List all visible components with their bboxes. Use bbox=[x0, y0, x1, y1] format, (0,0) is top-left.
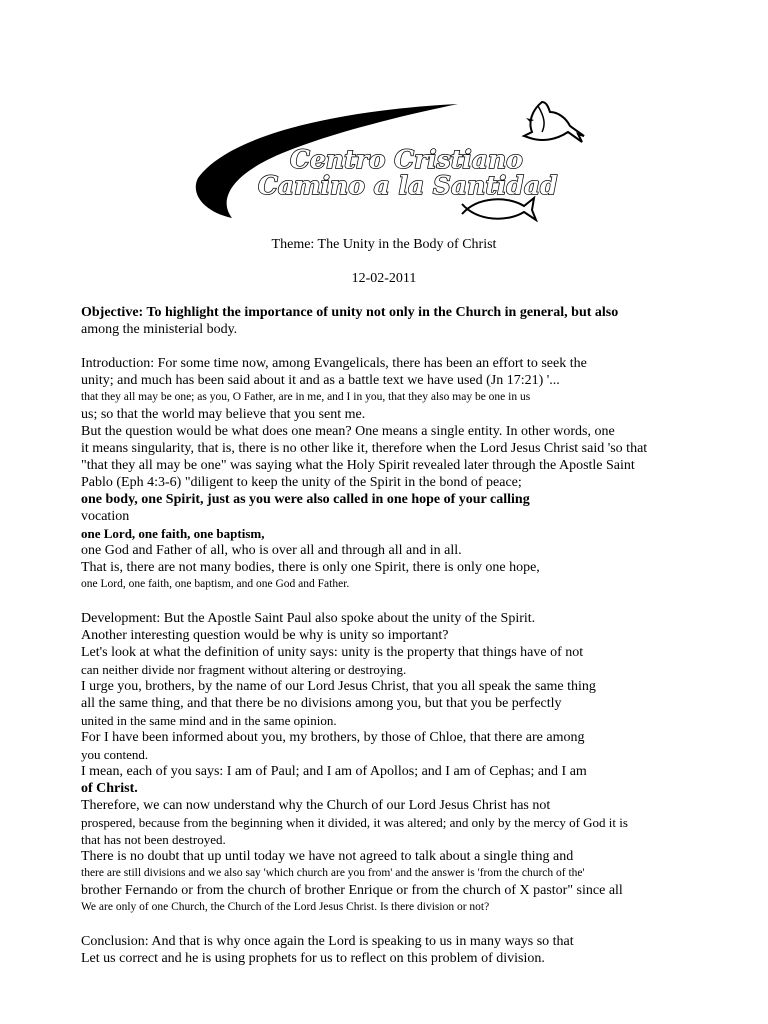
text-line: one God and Father of all, who is over all and through all and in all. bbox=[81, 543, 462, 558]
text-line: "that they all may be one" was saying what the Holy Spirit revealed later through the Apostle Saint bbox=[81, 458, 635, 473]
text-line: you contend. bbox=[81, 747, 149, 762]
text-line: brother Fernando or from the church of brother Enrique or from the church of X pastor" since all bbox=[81, 883, 623, 898]
text-line: Pablo (Eph 4:3-6) "diligent to keep the unity of the Spirit in the bond of peace; bbox=[81, 475, 522, 490]
dove-icon bbox=[524, 102, 584, 142]
text-line: that they all may be one; as you, O Father, are in me, and I in you, that they also may be one in us bbox=[81, 391, 531, 403]
objective-line: Objective: To highlight the importance of unity not only in the Church in general, but also bbox=[81, 305, 619, 320]
text-line: can neither divide nor fragment without altering or destroying. bbox=[81, 662, 407, 677]
text-line: unity; and much has been said about it and as a battle text we have used (Jn 17:21) '... bbox=[81, 373, 560, 388]
text-line: us; so that the world may believe that you sent me. bbox=[81, 407, 366, 422]
text-line: I urge you, brothers, by the name of our Lord Jesus Christ, that you all speak the same thing bbox=[81, 679, 596, 694]
paragraph-gap bbox=[81, 916, 721, 933]
paragraph-gap bbox=[81, 593, 721, 610]
fish-icon bbox=[462, 198, 536, 220]
sermon-theme: Theme: The Unity in the Body of Christ bbox=[271, 237, 497, 252]
text-line: one Lord, one faith, one baptism, and one God and Father. bbox=[81, 578, 350, 590]
text-line: there are still divisions and we also say 'which church are you from' and the answer is 'from the church of the' bbox=[81, 867, 585, 879]
text-line: all the same thing, and that there be no divisions among you, but that you be perfectly bbox=[81, 696, 562, 711]
logo-line-2: Camino a la Santidad bbox=[258, 171, 558, 200]
sermon-date: 12-02-2011 bbox=[351, 271, 417, 286]
text-line: Conclusion: And that is why once again the Lord is speaking to us in many ways so that bbox=[81, 934, 574, 949]
text-line: Let's look at what the definition of unity says: unity is the property that things have of not bbox=[81, 645, 584, 660]
paragraph-gap bbox=[81, 338, 721, 355]
logo-line-1: Centro Cristiano bbox=[290, 145, 523, 174]
text-line: That is, there are not many bodies, there is only one Spirit, there is only one hope, bbox=[81, 560, 540, 575]
text-line: Another interesting question would be why is unity so important? bbox=[81, 628, 449, 643]
text-line: Therefore, we can now understand why the Church of our Lord Jesus Christ has not bbox=[81, 798, 551, 813]
text-line: that has not been destroyed. bbox=[81, 832, 226, 847]
text-line: Development: But the Apostle Saint Paul also spoke about the unity of the Spirit. bbox=[81, 611, 536, 626]
text-line: Introduction: For some time now, among Evangelicals, there has been an effort to seek the bbox=[81, 356, 587, 371]
text-line: one Lord, one faith, one baptism, bbox=[81, 526, 265, 541]
text-line: united in the same mind and in the same opinion. bbox=[81, 713, 337, 728]
text-line: We are only of one Church, the Church of the Lord Jesus Christ. Is there division or not? bbox=[81, 901, 490, 913]
text-line: it means singularity, that is, there is no other like it, therefore when the Lord Jesus Christ said 'so that bbox=[81, 441, 648, 456]
text-line: Let us correct and he is using prophets for us to reflect on this problem of division. bbox=[81, 951, 545, 966]
text-line: vocation bbox=[81, 509, 130, 524]
text-line: I mean, each of you says: I am of Paul; and I am of Apollos; and I am of Cephas; and I am bbox=[81, 764, 587, 779]
text-line: of Christ. bbox=[81, 781, 138, 796]
text-line: For I have been informed about you, my brothers, by those of Chloe, that there are among bbox=[81, 730, 585, 745]
objective-line: among the ministerial body. bbox=[81, 322, 238, 337]
text-line: one body, one Spirit, just as you were also called in one hope of your calling bbox=[81, 492, 530, 507]
text-line: But the question would be what does one mean? One means a single entity. In other words, one bbox=[81, 424, 615, 439]
text-line: prospered, because from the beginning when it divided, it was altered; and only by the mercy of God it is bbox=[81, 815, 628, 830]
sermon-body bbox=[81, 304, 721, 967]
church-logo bbox=[190, 96, 585, 222]
text-line: There is no doubt that up until today we have not agreed to talk about a single thing and bbox=[81, 849, 574, 864]
